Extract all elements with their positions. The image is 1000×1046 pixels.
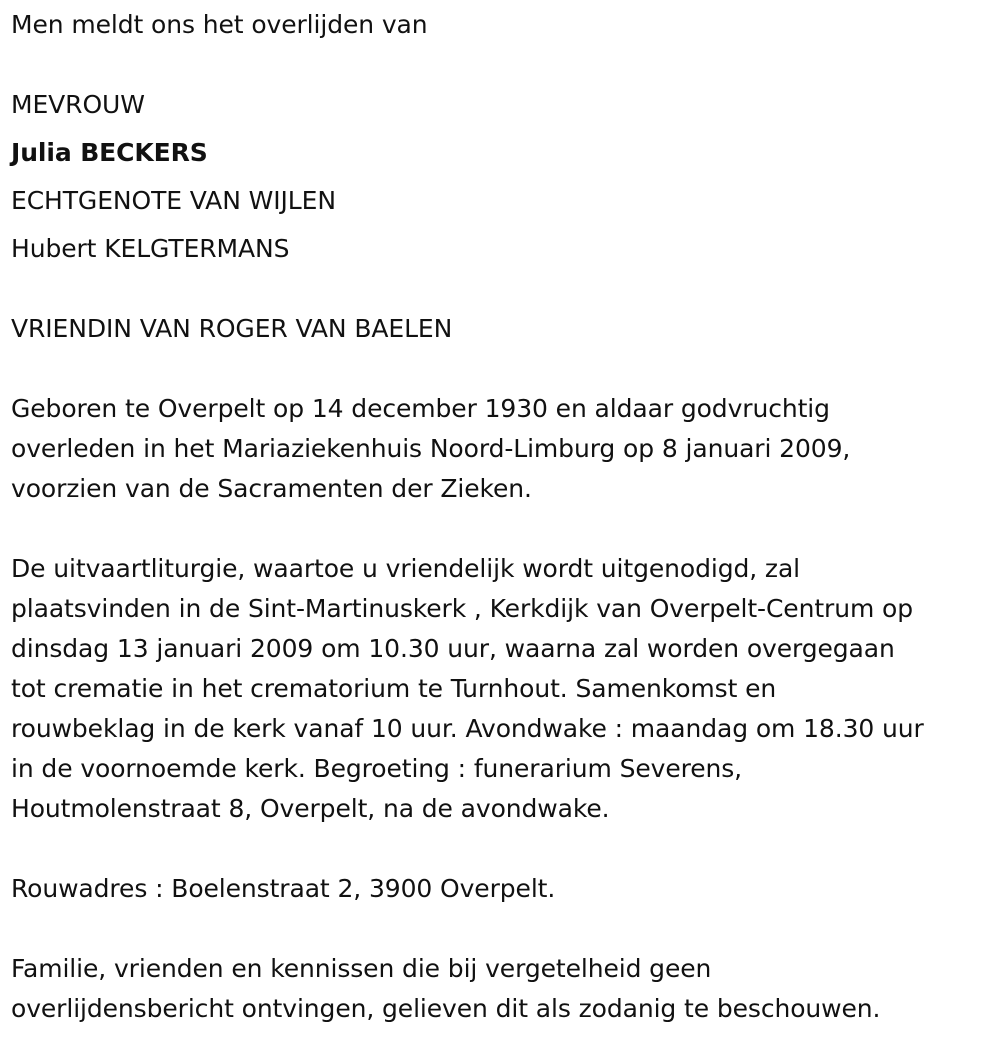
funeral-line: Houtmolenstraat 8, Overpelt, na de avondwake. xyxy=(11,794,610,823)
birth-line: voorzien van de Sacramenten der Zieken. xyxy=(11,474,532,503)
address-line: Rouwadres : Boelenstraat 2, 3900 Overpelt. xyxy=(11,874,556,903)
funeral-line: tot crematie in het crematorium te Turnhout. Samenkomst en xyxy=(11,674,777,703)
title-line: MEVROUW xyxy=(11,90,145,119)
funeral-line: De uitvaartliturgie, waartoe u vriendelijk wordt uitgenodigd, zal xyxy=(11,554,801,583)
closing-line: Familie, vrienden en kennissen die bij vergetelheid geen xyxy=(11,954,712,983)
funeral-line: dinsdag 13 januari 2009 om 10.30 uur, waarna zal worden overgegaan xyxy=(11,634,895,663)
closing-line: overlijdensbericht ontvingen, gelieven dit als zodanig te beschouwen. xyxy=(11,994,881,1023)
friend-line: VRIENDIN VAN ROGER VAN BAELEN xyxy=(11,314,453,343)
birth-line: overleden in het Mariaziekenhuis Noord-Limburg op 8 januari 2009, xyxy=(11,434,851,463)
birth-line: Geboren te Overpelt op 14 december 1930 en aldaar godvruchtig xyxy=(11,394,830,423)
deceased-name: Julia BECKERS xyxy=(11,138,208,167)
spouse-name: Hubert KELGTERMANS xyxy=(11,234,290,263)
intro-line: Men meldt ons het overlijden van xyxy=(11,10,428,39)
relation-line: ECHTGENOTE VAN WIJLEN xyxy=(11,186,336,215)
funeral-line: in de voornoemde kerk. Begroeting : funerarium Severens, xyxy=(11,754,743,783)
funeral-line: rouwbeklag in de kerk vanaf 10 uur. Avondwake : maandag om 18.30 uur xyxy=(11,714,924,743)
funeral-line: plaatsvinden in de Sint-Martinuskerk , Kerkdijk van Overpelt-Centrum op xyxy=(11,594,914,623)
